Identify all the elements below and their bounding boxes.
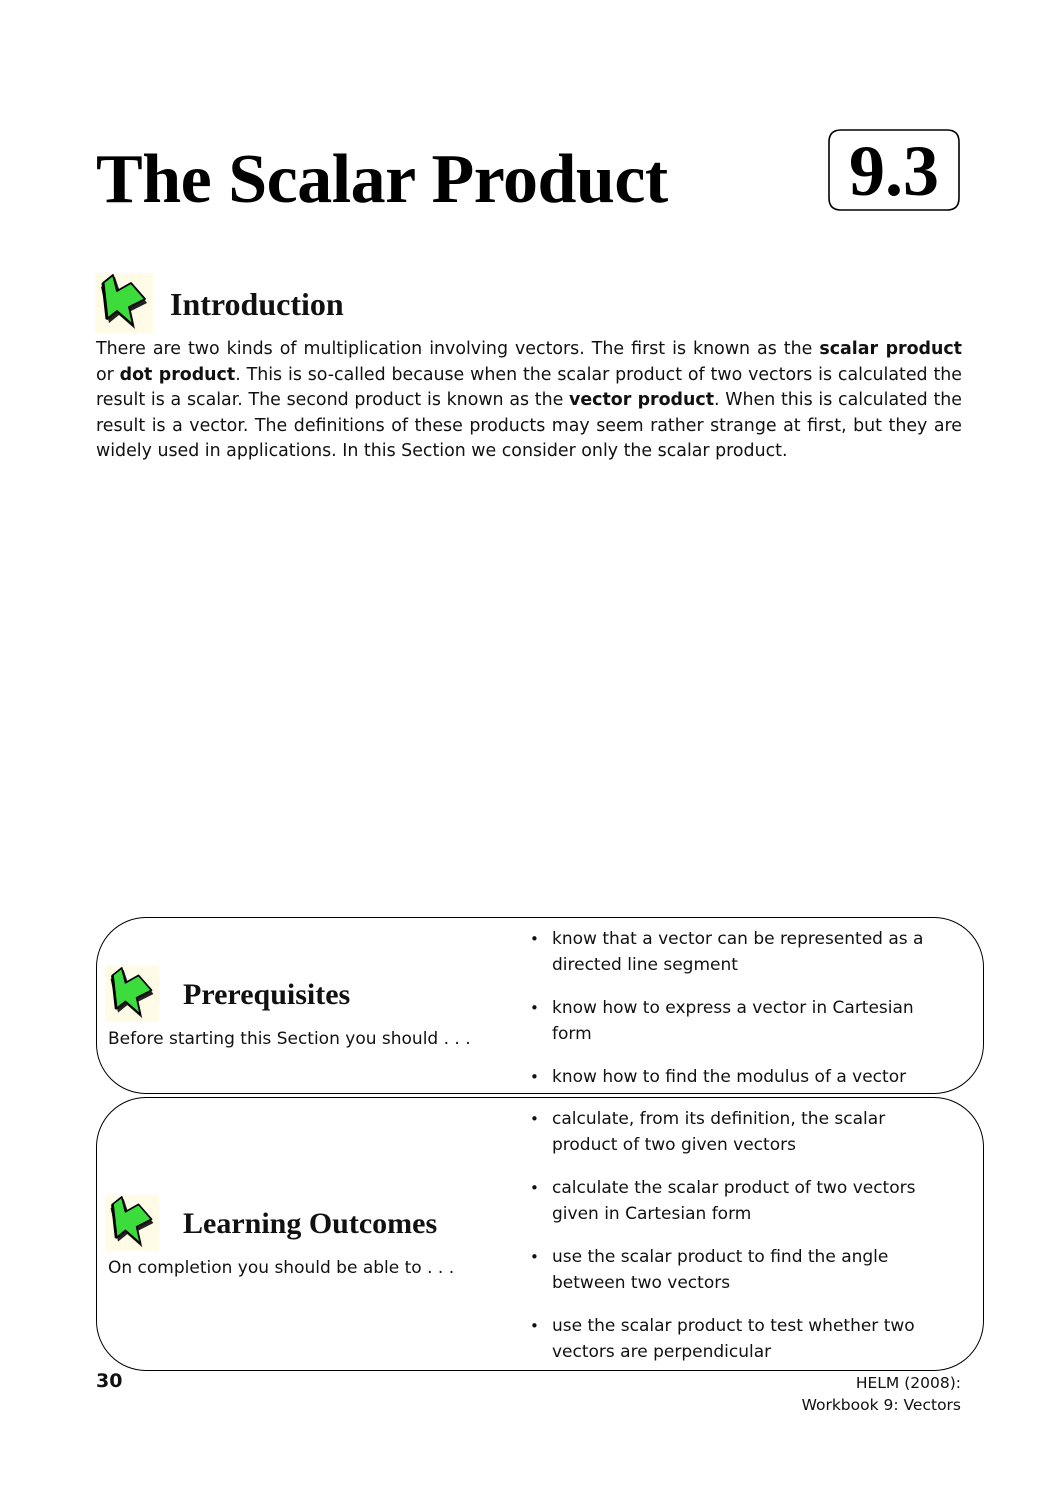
introduction-heading: Introduction <box>170 286 344 322</box>
list-item: • know how to find the modulus of a vector <box>527 1064 927 1090</box>
list-item: • know that a vector can be represented as a directed line segment <box>527 926 927 978</box>
term-scalar-product: scalar product <box>819 339 962 359</box>
introduction-paragraph <box>96 337 962 465</box>
list-item: • know how to express a vector in Cartesian form <box>527 995 927 1047</box>
section-number: 9.3 <box>849 131 939 211</box>
list-item: • use the scalar product to test whether two vectors are perpendicular <box>527 1313 927 1365</box>
prerequisites-box <box>96 917 984 1094</box>
learning-outcomes-caption: On completion you should be able to . . . <box>108 1258 455 1278</box>
page-number: 30 <box>96 1370 123 1392</box>
list-item: • use the scalar product to find the angle between two vectors <box>527 1244 927 1296</box>
footer-source-line: Workbook 9: Vectors <box>801 1396 961 1414</box>
list-item: • calculate, from its definition, the scalar product of two given vectors <box>527 1106 927 1158</box>
intro-text-part: or <box>96 364 120 385</box>
term-dot-product: dot product <box>119 364 236 385</box>
learning-outcomes-list <box>527 1106 927 1365</box>
section-badge <box>827 128 961 212</box>
green-arrow-icon <box>105 965 159 1023</box>
prerequisites-heading: Prerequisites <box>183 978 351 1011</box>
intro-text-part: There are two kinds of multiplication involving vectors. The first is known as the <box>96 339 820 359</box>
green-arrow-icon <box>105 1194 159 1252</box>
footer-source <box>802 1372 961 1416</box>
prerequisites-caption: Before starting this Section you should . . . <box>108 1029 471 1049</box>
learning-outcomes-heading: Learning Outcomes <box>183 1207 438 1240</box>
intro-text-part: . This is so-called because when the scalar product of two vectors is calculated the result is a scalar. The second product is known as the <box>96 364 962 411</box>
footer-source-line: HELM (2008): <box>855 1374 961 1392</box>
page-title: The Scalar Product <box>96 141 668 218</box>
green-arrow-icon <box>95 273 153 333</box>
intro-text-part: . When this is calculated the result is a vector. The definitions of these products may seem rather strange at first, but they are widely used in applications. In this Section we consider only the scalar product. <box>96 390 962 462</box>
prerequisites-list <box>527 926 927 1090</box>
learning-outcomes-box <box>96 1097 984 1371</box>
term-vector-product: vector product <box>569 390 715 411</box>
list-item: • calculate the scalar product of two vectors given in Cartesian form <box>527 1175 927 1227</box>
